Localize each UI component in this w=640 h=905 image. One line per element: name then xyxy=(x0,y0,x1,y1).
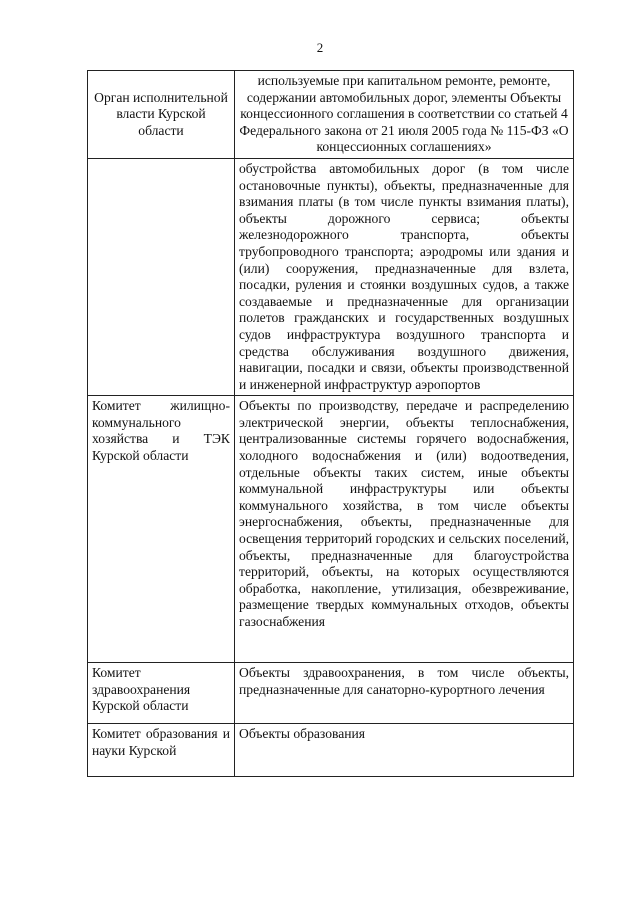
table-row xyxy=(88,663,574,724)
objects-cell: обустройства автомобильных дорог (в том числе остановочные пункты), объекты, предназначенные для взимания платы (в том числе пункты взимания платы), объекты дорожного сервиса; объекты железнодорожного транспорта, объекты трубопроводного транспорта; аэродромы или здания и (или) сооружения, предназначенные для взлета, посадки, руления и стоянки воздушных судов, а также создаваемые и предназначенные для организации полетов гражданских и государственных воздушных судов инфраструктура воздушного транспорта и средства обслуживания воздушного движения, навигации, посадки и связи, объекты производственной и инженерной инфраструктур аэропортов xyxy=(235,158,574,395)
objects-cell: Объекты здравоохранения, в том числе объекты, предназначенные для санаторно-курортного лечения xyxy=(235,663,574,724)
table-row xyxy=(88,158,574,395)
organ-cell: Комитет жилищно-коммунального хозяйства и ТЭК Курской области xyxy=(88,396,235,663)
organ-cell xyxy=(88,158,235,395)
objects-cell: Объекты образования xyxy=(235,724,574,777)
header-organ-cell: Орган исполнительной власти Курской области xyxy=(88,71,235,159)
header-objects-cell: используемые при капитальном ремонте, ремонте, содержании автомобильных дорог, элементы Объекты концессионного соглашения в соответствии со статьей 4 Федерального закона от 21 июля 2005 года № 115-ФЗ «О концессионных соглашениях» xyxy=(235,71,574,159)
table-header-row xyxy=(88,71,574,159)
page-number: 2 xyxy=(316,40,324,55)
organ-cell: Комитет образования и науки Курской xyxy=(88,724,235,777)
table-row xyxy=(88,396,574,663)
table-row xyxy=(88,724,574,777)
concession-objects-table xyxy=(87,70,574,777)
organ-cell: Комитет здравоохранения Курской области xyxy=(88,663,235,724)
objects-cell: Объекты по производству, передаче и распределению электрической энергии, объекты теплоснабжения, централизованные системы горячего водоснабжения, холодного водоснабжения и (или) водоотведения, отдельные объекты таких систем, иные объекты коммунальной инфраструктуры или объекты коммунального хозяйства, в том числе объекты энергоснабжения, объекты, предназначенные для освещения территорий городских и сельских поселений, объекты, предназначенные для благоустройства территорий, объекты, на которых осуществляются обработка, накопление, утилизация, обезвреживание, размещение твердых коммунальных отходов, объекты газоснабжения xyxy=(235,396,574,663)
